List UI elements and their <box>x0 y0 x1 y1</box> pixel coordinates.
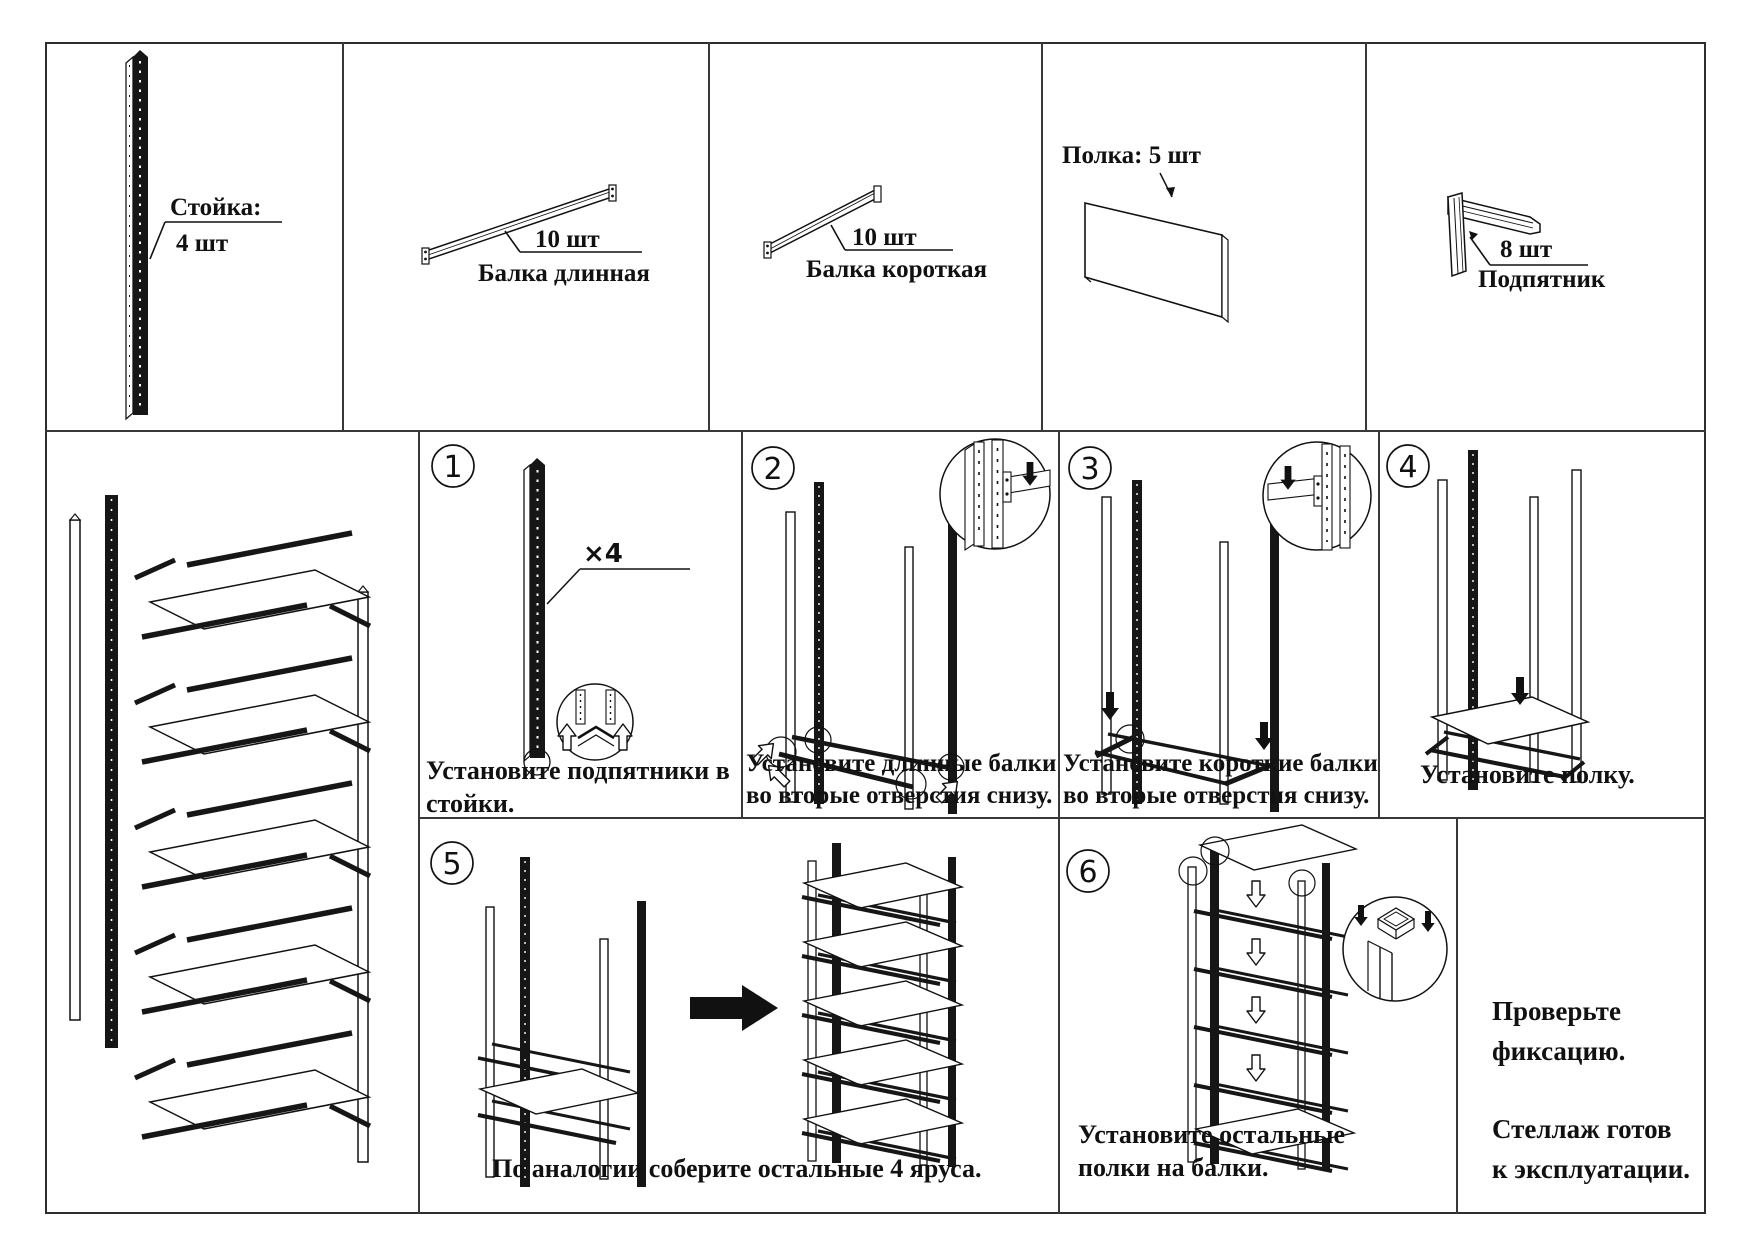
step-6-caption <box>1078 1118 1345 1185</box>
grid-line <box>342 42 344 432</box>
step-1-caption <box>426 754 730 821</box>
assembled-rack <box>802 843 962 1167</box>
hook-plate <box>1314 476 1322 506</box>
step-3-caption <box>1063 748 1378 812</box>
rack-tier <box>802 922 962 984</box>
shelf-panel-shape <box>1085 203 1222 317</box>
note-line: фиксацию. <box>1492 1035 1626 1066</box>
rack-tier <box>802 863 962 925</box>
rack-tier <box>802 1040 962 1102</box>
beam-hook-plate <box>874 186 881 202</box>
step-1-number: 1 <box>443 450 463 485</box>
insert-arrow-icon <box>1247 939 1265 965</box>
exploded-tier <box>135 908 370 1012</box>
leader-line <box>547 569 580 604</box>
note-rack-ready <box>1492 1110 1690 1190</box>
step-4-number: 4 <box>1398 450 1418 485</box>
detail-circle-foot-cap <box>1343 897 1447 1001</box>
beam-hook-plate <box>764 242 771 258</box>
caption-line: Установите полку. <box>1420 760 1635 789</box>
caption-line: во вторые отверстия снизу. <box>1063 782 1370 809</box>
beam-hook-plate <box>422 248 429 264</box>
part-post-qty: 4 шт <box>176 230 229 257</box>
post-shape <box>1438 480 1447 780</box>
insert-arrow-icon <box>1247 997 1265 1023</box>
post-shape <box>1210 849 1219 1164</box>
post-dark-left <box>105 495 118 1048</box>
exploded-tier <box>135 783 370 887</box>
grid-line <box>1041 42 1043 432</box>
grid-line <box>1365 42 1367 432</box>
insert-arrow-icon <box>1247 881 1265 907</box>
shelf-panel-shape <box>480 1069 638 1114</box>
grid-line <box>1456 817 1458 1214</box>
part-post-name: Стойка: <box>170 194 262 221</box>
note-check-fixation <box>1492 992 1625 1072</box>
exploded-tier <box>135 658 370 762</box>
step-2-caption <box>746 748 1056 812</box>
beam-hook-plate <box>609 185 616 201</box>
part-foot-qty: 8 шт <box>1500 236 1553 263</box>
part-shelf-label: Полка: 5 шт <box>1062 142 1201 169</box>
step-5-illustration <box>420 819 1056 1203</box>
part-foot-name: Подпятник <box>1478 266 1606 293</box>
insert-arrow-icon <box>1247 1055 1265 1081</box>
post-shape <box>808 861 816 1161</box>
step-5-number: 5 <box>442 847 462 882</box>
leader-line <box>831 225 845 250</box>
post-shape <box>1530 497 1538 782</box>
step-5-caption <box>492 1152 982 1185</box>
post-shape <box>1572 470 1581 782</box>
caption-line: Установите остальные <box>1078 1120 1346 1149</box>
note-line: Стеллаж готов <box>1492 1114 1672 1144</box>
note-line: к эксплуатации. <box>1492 1153 1691 1184</box>
detail-circle-beam-hook <box>940 439 1050 550</box>
leader-line <box>150 222 165 259</box>
step-2-number: 2 <box>763 452 783 487</box>
caption-line: стойки. <box>426 789 515 819</box>
step-4-caption <box>1420 758 1635 791</box>
part-long-beam-illustration <box>347 47 703 427</box>
grid-line <box>708 42 710 432</box>
detail-circle-beam-hook <box>1263 442 1371 550</box>
caption-line: Установите короткие балки <box>1063 750 1378 777</box>
caption-line: полки на балки. <box>1078 1153 1269 1183</box>
part-long-beam-name: Балка длинная <box>478 260 650 287</box>
exploded-tier <box>135 1033 370 1137</box>
long-beam-shape <box>492 1044 630 1072</box>
part-short-beam-name: Балка короткая <box>806 256 988 283</box>
part-long-beam-qty: 10 шт <box>535 226 600 253</box>
post-shape <box>486 907 494 1177</box>
multiplier-label: ×4 <box>583 539 623 569</box>
step-3-number: 3 <box>1080 452 1100 487</box>
hovering-shelf-shape <box>1200 825 1356 870</box>
post-shape <box>637 901 646 1187</box>
rack-tier <box>802 981 962 1043</box>
post-flange <box>126 57 133 419</box>
part-shelf-illustration <box>1046 47 1360 427</box>
exploded-tier <box>135 533 370 637</box>
leader-line <box>505 231 520 252</box>
caption-line: Установите длинные балки <box>746 750 1057 777</box>
part-short-beam-qty: 10 шт <box>852 224 917 251</box>
note-line: Проверьте <box>1492 996 1621 1026</box>
leader-line <box>1470 237 1490 265</box>
proceed-arrow-icon <box>690 985 778 1031</box>
long-beam-shape <box>478 1115 616 1143</box>
hook-plate <box>1003 472 1011 502</box>
caption-line: во вторые отверстия снизу. <box>746 782 1053 809</box>
exploded-view-illustration <box>47 432 416 1203</box>
caption-line: По аналогии соберите остальные 4 яруса. <box>492 1154 982 1183</box>
shelf-panel-shape <box>1432 697 1588 744</box>
step-6-number: 6 <box>1078 855 1098 890</box>
caption-line: Установите подпятники в <box>426 756 730 785</box>
post-white-left <box>70 520 80 1020</box>
